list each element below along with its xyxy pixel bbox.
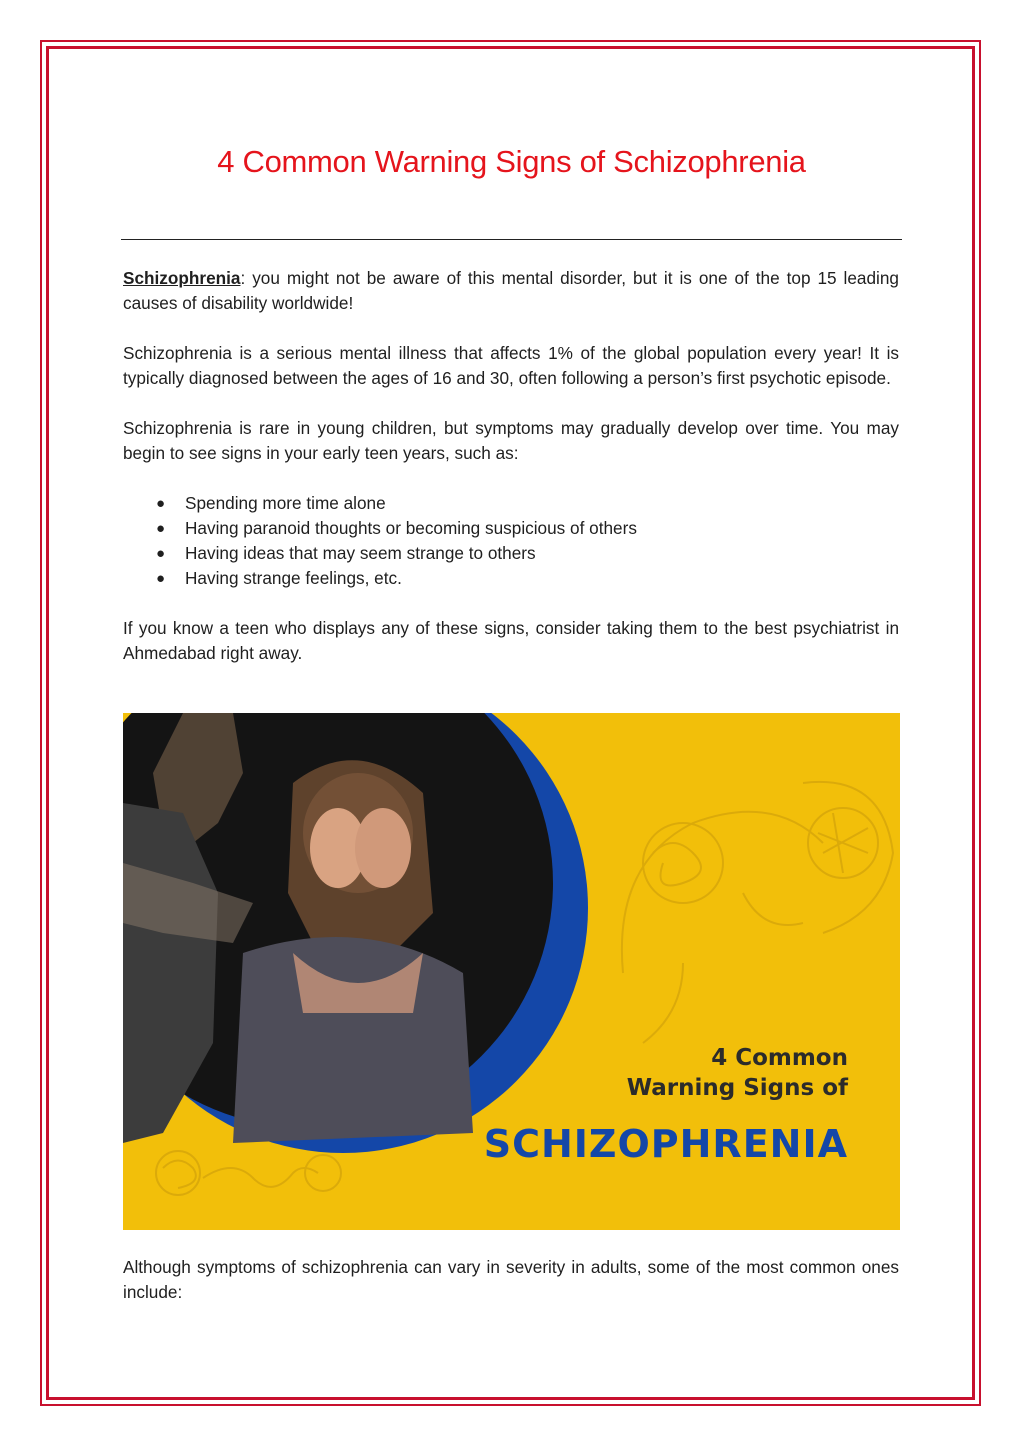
paragraph-prevalence: Schizophrenia is a serious mental illness that affects 1% of the global population every year! It is typically diagnosed between the ages of 16 and 30, often following a person’s first psychotic episode. [123,343,899,388]
banner-line-1: 4 Common [711,1045,848,1071]
bullet-icon: ● [156,545,166,562]
article-banner-image [123,713,900,1230]
banner-line-2: Warning Signs of [626,1075,848,1101]
list-item: ● Having ideas that may seem strange to others [123,541,899,566]
list-item: ● Having paranoid thoughts or becoming suspicious of others [123,516,899,541]
intro-paragraph [123,266,899,316]
bullet-icon: ● [156,570,166,587]
bullet-icon: ● [156,520,166,537]
paragraph-recommendation: If you know a teen who displays any of these signs, consider taking them to the best psychiatrist in Ahmedabad right away. [123,618,899,663]
early-signs-list [123,491,899,591]
page-title: 4 Common Warning Signs of Schizophrenia [217,144,806,179]
paragraph-adult-symptoms: Although symptoms of schizophrenia can vary in severity in adults, some of the most common ones include: [123,1257,899,1302]
intro-term: Schizophrenia [123,268,241,288]
banner-caption [484,1043,848,1169]
title-divider [121,239,902,240]
banner-headline: SCHIZOPHRENIA [483,1122,848,1166]
intro-text: : you might not be aware of this mental disorder, but it is one of the top 15 leading causes of disability worldwide! [123,268,899,313]
article-body [123,266,899,691]
list-item: ● Having strange feelings, etc. [123,566,899,591]
bullet-icon: ● [156,495,166,512]
list-item: ● Spending more time alone [123,491,899,516]
paragraph-early-signs: Schizophrenia is rare in young children, but symptoms may gradually develop over time. You may begin to see signs in your early teen years, such as: [123,418,899,463]
